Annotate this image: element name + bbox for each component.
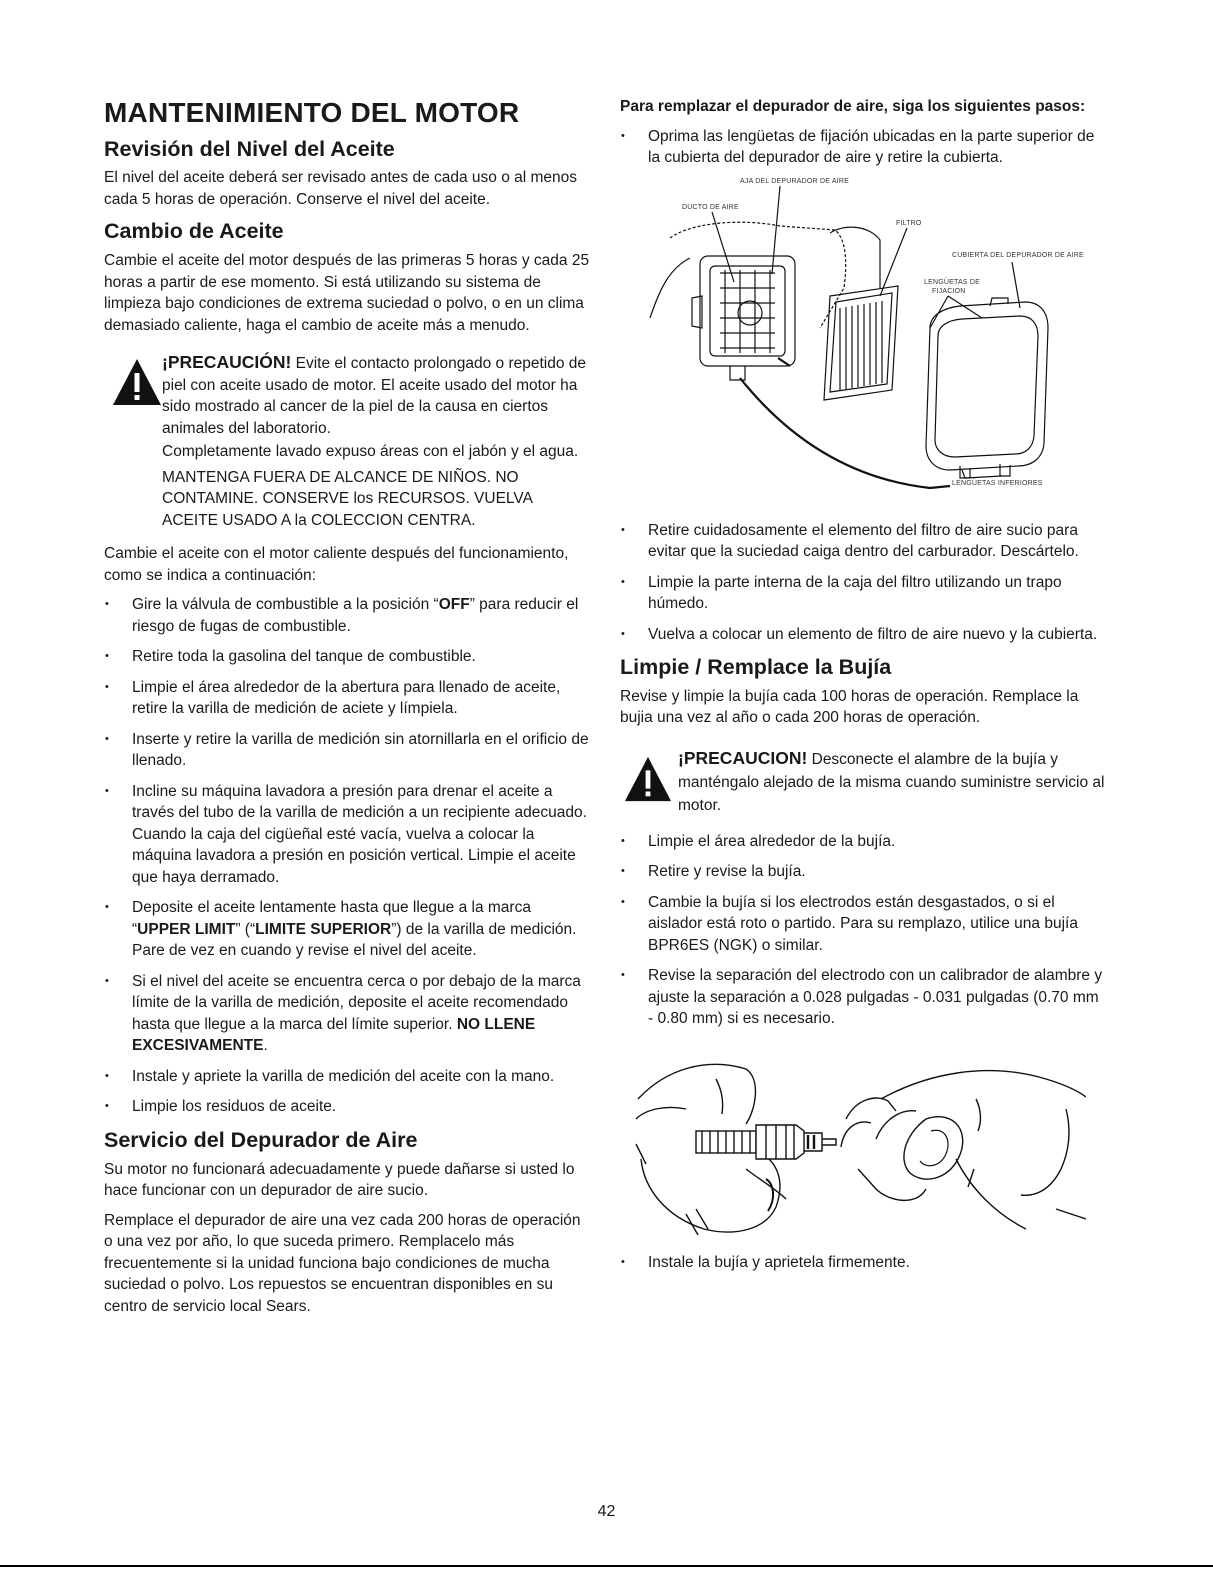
change-intro: Cambie el aceite con el motor caliente después del funcionamiento, como se indica a continuación: — [104, 545, 569, 584]
page-number: 42 — [597, 1503, 616, 1520]
spark-plug-heading: Limpie / Remplace la Bujía — [620, 655, 892, 679]
warning-text-2: Completamente lavado expuso áreas con el jabón y el agua. — [162, 443, 579, 461]
label-air-box: AJA DEL DEPURADOR DE AIRE — [740, 177, 849, 185]
list-item: • Oprima las lengüetas de fijación ubicadas en la parte superior de la cubierta del depurador de aire y retire la cubierta. — [620, 126, 1108, 169]
warning-triangle-icon — [624, 755, 672, 803]
warning-head: ¡PRECAUCIÓN! — [162, 352, 292, 373]
list-item: • Retire cuidadosamente el elemento del filtro de aire sucio para evitar que la suciedad caiga dentro del carburador. Descártelo. — [620, 520, 1108, 563]
label-tabs-1: LENGÜETAS DE — [924, 278, 980, 286]
spark-plug-figure — [626, 1039, 1086, 1244]
list-item: • Retire toda la gasolina del tanque de combustible. — [104, 646, 590, 668]
warning-triangle-icon — [112, 357, 162, 407]
bottom-rule — [0, 1565, 1213, 1567]
spark-plug-drawing — [626, 1039, 1086, 1244]
list-item: • Gire la válvula de combustible a la posición “OFF” para reducir el riesgo de fugas de combustible. — [104, 594, 590, 637]
oil-change-heading: Cambio de Aceite — [104, 219, 284, 244]
spark-steps — [620, 831, 1108, 1030]
list-item: • Si el nivel del aceite se encuentra cerca o por debajo de la marca límite de la varilla de medición, deposite el aceite recomendado hasta que llegue a la marca del límite superior. NO LLENE EXCESIVAMENTE. — [104, 971, 590, 1057]
replace-steps-a — [620, 126, 1108, 169]
list-item: • Retire y revise la bujía. — [620, 861, 1108, 883]
label-filter: FILTRO — [896, 219, 922, 227]
warning-head: ¡PRECAUCION! — [678, 747, 808, 768]
list-item: • Limpie el área alrededor de la bujía. — [620, 831, 1108, 853]
final-steps — [620, 1252, 1108, 1274]
list-item: • Incline su máquina lavadora a presión para drenar el aceite a través del tubo de la varilla de medición a un recipiente adecuado. Cuando la caja del cigüeñal esté vacía, vuelva a colocar la máquina lavadora a presión en posición vertical. Limpie el aceite que haya derramado. — [104, 781, 590, 889]
list-item: • Limpie el área alrededor de la abertura para llenado de aceite, retire la varilla de medición de aciete y límpiela. — [104, 677, 590, 720]
oil-warning — [104, 352, 590, 531]
spark-plug-text: Revise y limpie la bujía cada 100 horas de operación. Remplace la bujia una vez al año o cada 200 horas de operación. — [620, 687, 1079, 727]
list-item: • Revise la separación del electrodo con un calibrador de alambre y ajuste la separación a 0.028 pulgadas - 0.031 pulgadas (0.70 mm - 0.80 mm) si es necesario. — [620, 965, 1108, 1030]
air-cleaner-text-2: Remplace el depurador de aire una vez cada 200 horas de operación o una vez por año, lo que suceda primero. Remplacelo más frecuentemente si la unidad funciona bajo condiciones de mucha suciedad o polvo. Los repuestos se encuentran disponibles en su centro de servicio local Sears. — [104, 1211, 581, 1315]
list-item: • Deposite el aceite lentamente hasta que llegue a la marca “UPPER LIMIT” (“LIMITE SUPERIOR”) de la varilla de medición. Pare de vez en cuando y revise el nivel del aceite. — [104, 897, 590, 962]
label-air-duct: DUCTO DE AIRE — [682, 203, 739, 211]
list-item: • Limpie la parte interna de la caja del filtro utilizando un trapo húmedo. — [620, 572, 1108, 615]
label-tabs-2: FIJACION — [932, 287, 966, 295]
label-cover: CUBIERTA DEL DEPURADOR DE AIRE — [952, 251, 1084, 259]
air-cleaner-figure — [630, 178, 1090, 508]
list-item: • Limpie los residuos de aceite. — [104, 1096, 590, 1118]
oil-change-steps — [104, 594, 590, 1118]
spark-warning — [620, 747, 1108, 817]
warning-text-3: MANTENGA FUERA DE ALCANCE DE NIÑOS. NO CONTAMINE. CONSERVE los RECURSOS. VUELVA ACEITE USADO A la COLECCION CENTRA. — [162, 468, 533, 529]
list-item: • Inserte y retire la varilla de medición sin atornillarla en el orificio de llenado. — [104, 729, 590, 772]
oil-change-text: Cambie el aceite del motor después de las primeras 5 horas y cada 25 horas a partir de ese momento. Si está utilizando su sistema de limpieza bajo condiciones de extrema suciedad o polvo, o en un clima demasiado caliente, haga el cambio de aceite más a menudo. — [104, 252, 590, 334]
air-cleaner-heading: Servicio del Depurador de Aire — [104, 1127, 418, 1152]
right-column — [620, 96, 1108, 1282]
oil-check-text: El nivel del aceite deberá ser revisado antes de cada uso o al menos cada 5 horas de operación. Conserve el nivel del aceite. — [104, 169, 578, 208]
page-title: MANTENIMIENTO DEL MOTOR — [104, 97, 520, 128]
air-cleaner-text-1: Su motor no funcionará adecuadamente y puede dañarse si usted lo hace funcionar con un depurador de aire sucio. — [104, 1160, 575, 1200]
list-item: • Instale y apriete la varilla de medición del aceite con la mano. — [104, 1066, 590, 1088]
air-cleaner-drawing — [630, 178, 1090, 508]
replace-steps-b — [620, 520, 1108, 646]
replace-heading: Para remplazar el depurador de aire, siga los siguientes pasos: — [620, 98, 1086, 115]
label-lower-tabs: LENGÜETAS INFERIORES — [952, 479, 1043, 487]
list-item: • Cambie la bujía si los electrodos están desgastados, o si el aislador está roto o partido. Para su remplazo, utilice una bujía BPR6ES (NGK) o similar. — [620, 892, 1108, 957]
list-item: • Vuelva a colocar un elemento de filtro de aire nuevo y la cubierta. — [620, 624, 1108, 646]
warning-text: Desconecte el alambre de la bujía y manténgalo alejado de la misma cuando suministre servicio al motor. — [678, 750, 1105, 814]
warning-text: ¡PRECAUCIÓN! Evite el contacto prolongado o repetido de piel con aceite usado de motor. El aceite usado del motor ha sido mostrado al cancer de la piel de la causa en ciertos animales del laboratorio. — [162, 352, 587, 437]
left-column — [104, 96, 590, 1325]
list-item: • Instale la bujía y aprietela firmemente. — [620, 1252, 1108, 1274]
oil-check-heading: Revisión del Nivel del Aceite — [104, 136, 395, 161]
